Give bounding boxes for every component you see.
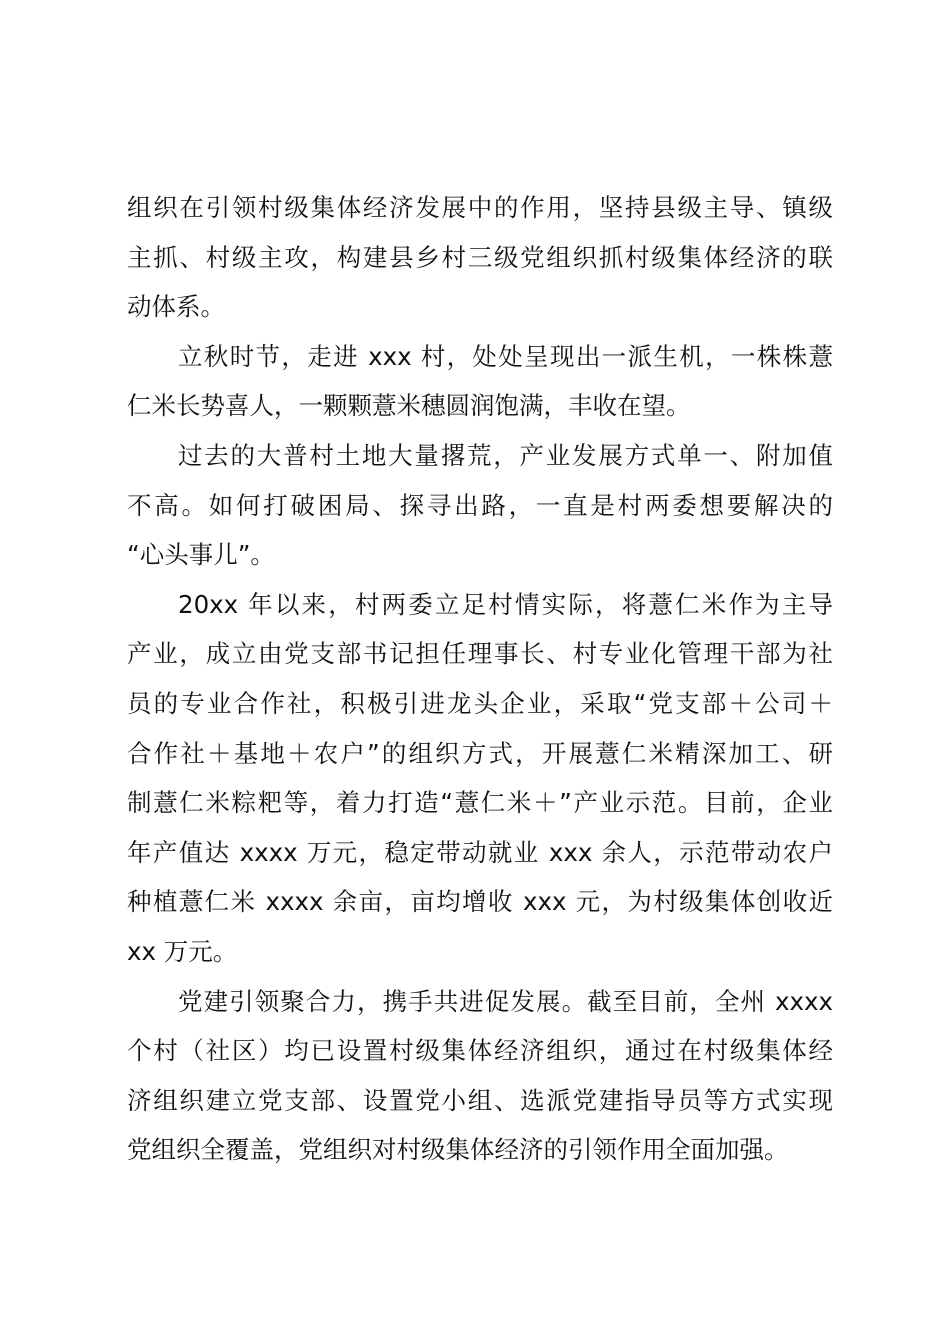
text-line: 不高。如何打破困局、探寻出路，一直是村两委想要解决的 bbox=[127, 490, 833, 520]
text-line: 党组织全覆盖，党组织对村级集体经济的引领作用全面加强。 bbox=[127, 1135, 789, 1165]
text-line: 种植薏仁米 xxxx 余亩，亩均增收 xxx 元，为村级集体创收近 bbox=[127, 887, 833, 917]
text-line: 年产值达 xxxx 万元，稳定带动就业 xxx 余人，示范带动农户 bbox=[127, 837, 833, 867]
text-line: 个村（社区）均已设置村级集体经济组织，通过在村级集体经 bbox=[127, 1036, 833, 1066]
paragraph-1 bbox=[127, 183, 833, 332]
text-line: 济组织建立党支部、设置党小组、选派党建指导员等方式实现 bbox=[127, 1085, 833, 1115]
text-line: 组织在引领村级集体经济发展中的作用，坚持县级主导、镇级 bbox=[127, 193, 833, 222]
text-line: 制薏仁米粽粑等，着力打造“薏仁米＋”产业示范。目前，企业 bbox=[127, 788, 833, 818]
paragraph-4 bbox=[127, 580, 833, 977]
text-line: “心头事儿”。 bbox=[127, 540, 275, 570]
text-line: 立秋时节，走进 xxx 村，处处呈现出一派生机，一株株薏 bbox=[178, 341, 833, 371]
text-line: 20xx 年以来，村两委立足村情实际，将薏仁米作为主导 bbox=[178, 589, 833, 619]
paragraph-3 bbox=[127, 431, 833, 580]
text-line: 仁米长势喜人，一颗颗薏米穗圆润饱满，丰收在望。 bbox=[127, 391, 691, 421]
text-line: 党建引领聚合力，携手共进促发展。截至目前，全州 xxxx bbox=[178, 986, 833, 1016]
text-line: 员的专业合作社，积极引进龙头企业，采取“党支部＋公司＋ bbox=[127, 688, 833, 718]
text-line: 过去的大普村土地大量撂荒，产业发展方式单一、附加值 bbox=[178, 440, 833, 470]
text-line: 合作社＋基地＋农户”的组织方式，开展薏仁米精深加工、研 bbox=[127, 738, 833, 768]
paragraph-2 bbox=[127, 332, 833, 431]
text-line: 产业，成立由党支部书记担任理事长、村专业化管理干部为社 bbox=[127, 639, 833, 669]
document-body bbox=[127, 183, 833, 1175]
text-line: 动体系。 bbox=[127, 292, 225, 322]
text-line: xx 万元。 bbox=[127, 936, 238, 966]
text-line: 主抓、村级主攻，构建县乡村三级党组织抓村级集体经济的联 bbox=[127, 242, 833, 272]
paragraph-5 bbox=[127, 977, 833, 1175]
